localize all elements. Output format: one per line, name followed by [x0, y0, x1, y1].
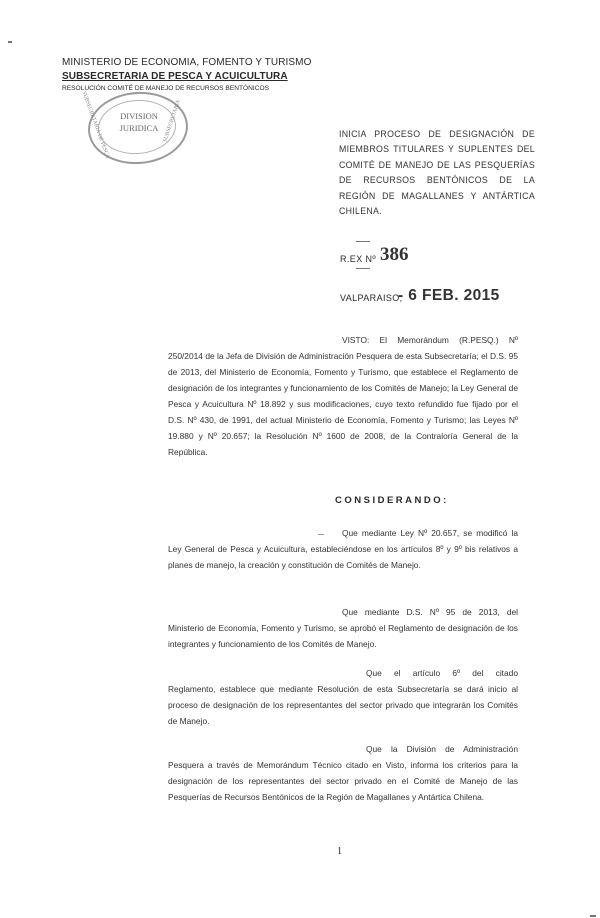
- edge-mark: [590, 915, 596, 917]
- considerando-3-lead: Que el artículo 6º del citado: [366, 668, 518, 678]
- considerando-2-lead: Que mediante D.S. Nº 95 de 2013, del: [342, 607, 518, 617]
- considerando-paragraph-1: [168, 525, 518, 573]
- considerando-1-lead: Que mediante Ley Nº 20.657, se: [342, 528, 473, 538]
- rex-tick-top: [356, 241, 370, 242]
- considerando-4-lead: Que la División de Administración: [366, 744, 518, 754]
- stamp-line-1: DIVISION: [120, 111, 158, 121]
- rex-tick-bottom: [356, 268, 370, 269]
- resolution-date: - 6 FEB. 2015: [398, 287, 500, 304]
- stamp-text: [114, 110, 164, 134]
- considerando-paragraph-4: [168, 741, 518, 805]
- considerando-1-text: modificó la Ley General de Pesca y Acuicultura, estableciéndose en los artículos 8º y 9º bis relativos a planes de manejo, la creación y constitución de Comités de Manejo.: [168, 528, 519, 570]
- stamp-arc-right: SUBSECRETARIA: [162, 99, 182, 143]
- considerando-paragraph-2: [168, 604, 518, 652]
- considerando-paragraph-3: [168, 665, 518, 729]
- city-label: VALPARAISO,: [340, 293, 403, 303]
- visto-text: 250/2014 de la Jefa de División de Administración Pesquera de esta Subsecretaría; el D.S. 95 de 2013, del Ministerio de Economía, Fomento y Turismo, que establece el Reglamento de designación de los integrantes y funcionamiento de los Comités de Manejo; la Ley General de Pesca y Acuicultura Nº 18.892 y sus modificaciones, cuyo texto refundido fue fijado por el D.S. Nº 430, de 1991, del actual Ministerio de Economía, Fomento y Turismo; las Leyes Nº 19.880 y Nº 20.657; la Resolución Nº 1600 de 2008, de la Contraloría General de la República.: [168, 351, 518, 457]
- visto-lead: VISTO: El Memorándum (R.PESQ.) Nº: [342, 335, 518, 345]
- document-title: INICIA PROCESO DE DESIGNACIÓN DE MIEMBROS TITULARES Y SUPLENTES DEL COMITÉ DE MANEJO DE LAS PESQUERÍAS DE RECURSOS BENTÓNICOS DE LA REGIÓN DE MAGALLANES Y ANTÁRTICA CHILENA.: [339, 129, 535, 217]
- considerando-heading: CONSIDERANDO:: [335, 495, 449, 506]
- resolution-number: 386: [380, 244, 409, 265]
- page-number: 1: [337, 846, 342, 857]
- edge-mark: [8, 41, 12, 43]
- ministry-name: MINISTERIO DE ECONOMIA, FOMENTO Y TURISMO: [62, 57, 312, 68]
- resolution-label: R.EX Nº: [340, 254, 377, 264]
- considerando-3-text: Reglamento, establece que mediante Resolución de esta Subsecretaría se dará inicio al proceso de designación de los representantes del sector privado que integrarán los Comités de Manejo.: [168, 684, 518, 726]
- considerando-4-text: Pesquera a través de Memorándum Técnico citado en Visto, informa los criterios para la designación de los representantes del sector privado en el Comité de Manejo de las Pesquerías de Recursos Bentónicos de la Región de Magallanes y Antártica Chilena.: [168, 760, 518, 802]
- subsecretaria-name: SUBSECRETARIA DE PESCA Y ACUICULTURA: [62, 71, 288, 82]
- considerando-2-text: Ministerio de Economía, Fomento y Turismo, se aprobó el Reglamento de designación de los integrantes y funcionamiento de los Comités de Manejo.: [168, 623, 518, 649]
- stamp-line-2: JURIDICA: [119, 123, 159, 133]
- resolution-subject: RESOLUCIÓN COMITÉ DE MANEJO DE RECURSOS BENTÓNICOS: [62, 85, 269, 92]
- visto-paragraph: [168, 332, 518, 460]
- stamp-arc-left: SUBSECRETARIA DE PESCA: [80, 90, 111, 160]
